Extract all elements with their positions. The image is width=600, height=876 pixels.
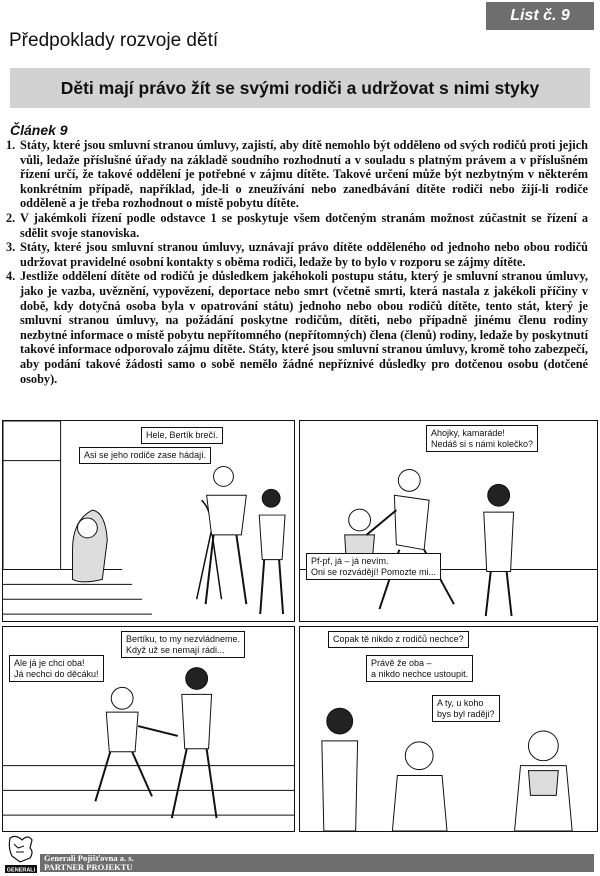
paragraph-number: 3. (6, 240, 16, 255)
speech-bubble: Bertíku, to my nezvládneme. Když už se nemají rádi... (121, 631, 245, 658)
paragraph-number: 1. (6, 138, 16, 152)
paragraph-text: Státy, které jsou smluvní stranou úmluvy, uznávají právo dítěte odděleného od jednoho nebo obou rodičů udržovat pravidelné osobní kontakty s oběma rodiči, ledaže by to bylo v rozporu se zájmy dítěte. (20, 240, 588, 269)
banner-title: Děti mají právo žít se svými rodiči a udržovat s nimi styky (60, 77, 540, 98)
article-paragraph (6, 240, 588, 269)
article-paragraph (6, 211, 588, 240)
speech-bubble: Pf-pf, já – já nevím. Oni se rozvádějí! Pomozte mi... (306, 553, 441, 580)
speech-bubble: A ty, u koho bys byl raději? (432, 695, 500, 722)
speech-bubble: Ale já je chci oba! Já nechci do děcáku! (9, 655, 104, 682)
article-paragraph (6, 269, 588, 386)
paragraph-text: V jakémkoli řízení podle odstavce 1 se poskytuje všem dotčeným stranám možnost zúčastnit se řízení a sdělit svoje stanoviska. (20, 210, 588, 240)
speech-bubble: Hele, Bertík brečí. (141, 427, 223, 444)
page-title: Předpoklady rozvoje dětí (9, 30, 219, 51)
comic-panel-1 (2, 420, 295, 622)
footer-line-1: Generali Pojišťovna a. s. (44, 853, 134, 863)
article-paragraph (6, 138, 588, 211)
speech-bubble: Asi se jeho rodiče zase hádají. (79, 447, 211, 464)
speech-bubble: Právě že oba – a nikdo nechce ustoupit. (366, 655, 473, 682)
comic-strip (2, 420, 598, 832)
speech-bubble: Ahojky, kamaráde! Nedáš si s námi kolečko? (426, 425, 538, 452)
sheet-number-badge: List č. 9 (486, 2, 594, 30)
section-banner (10, 68, 590, 108)
footer-line-2: PARTNER PROJEKTU (44, 862, 133, 872)
logo-text: GENERALI (6, 867, 36, 874)
paragraph-text: Jestliže oddělení dítěte od rodičů je důsledkem jakéhokoli postupu státu, který je smluvní stranou úmluvy, jako je vazba, uvěznění, vypovězení, deportace nebo smrt (včetně smrti, která nastala z jakékoli příčiny v době, kdy dotyčná osoba byla v opatrování státu) jednoho nebo obou rodičů dítěte, tento stát, který je smluvní stranou úmluvy, na požádání poskytne rodičům, dítěti, nebo případně jinému členu rodiny nezbytné informace o místě pobytu nepřítomného (nepřítomných) člena (členů) rodiny, ledaže by poskytnutí takové informace odporovalo zájmu dítěte. Státy, které jsou smluvní stranou úmluvy, kromě toho zabezpečí, aby podání takové žádosti samo o sobě nemělo žádné nepříznivé důsledky pro dotčenou osobu (dotčené osoby). (20, 269, 588, 386)
speech-bubble: Copak tě nikdo z rodičů nechce? (328, 631, 469, 648)
comic-panel-3 (2, 626, 295, 832)
article-heading: Článek 9 (10, 122, 68, 138)
paragraph-text: Státy, které jsou smluvní stranou úmluvy, zajistí, aby dítě nemohlo být odděleno od svých rodičů proti jejich vůli, ledaže příslušné úřady na základě soudního rozhodnutí a v souladu s platným právem a v příslušném řízení určí, že takové oddělení je potřebné v zájmu dítěte. Takové určení může být nezbytným v některém konkrétním případě, například, jde-li o zneužívání nebo zanedbávání dítěte rodiči nebo žijí-li rodiče odděleně a je třeba rozhodnout o místě pobytu dítěte. (20, 138, 588, 211)
footer (0, 832, 600, 876)
comic-panel-2 (299, 420, 598, 622)
paragraph-number: 4. (6, 269, 16, 284)
footer-partner-text (44, 854, 134, 872)
paragraph-number: 2. (6, 210, 16, 225)
comic-panel-4 (299, 626, 598, 832)
article-body (6, 138, 588, 386)
generali-lion-logo (4, 834, 38, 874)
